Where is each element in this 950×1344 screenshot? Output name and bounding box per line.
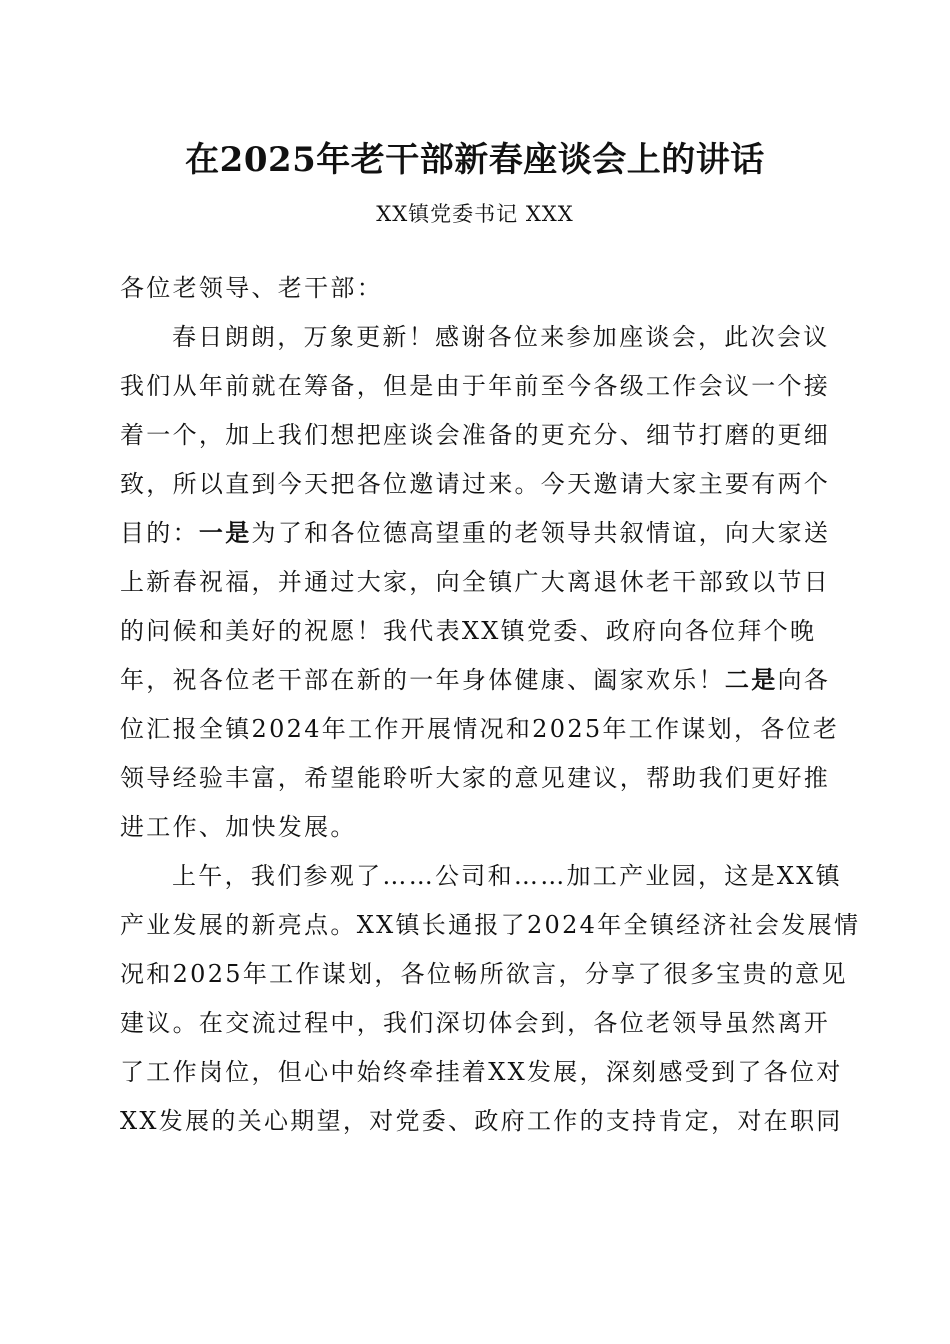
paragraph-line: 上午，我们参观了……公司和……加工产业园，这是XX镇 (172, 862, 842, 890)
paragraph-2 (120, 852, 861, 1146)
paragraph-line: 进工作、加快发展。 (120, 813, 357, 841)
paragraph-1 (120, 313, 840, 852)
paragraph-line: 上新春祝福，并通过大家，向全镇广大离退休老干部致以节日 (120, 568, 831, 596)
paragraph-line: 况和2025年工作谋划，各位畅所欲言，分享了很多宝贵的意见 (120, 960, 848, 988)
paragraph-line (120, 656, 831, 705)
paragraph-line: 着一个，加上我们想把座谈会准备的更充分、细节打磨的更细 (120, 421, 831, 449)
paragraph-line: 的问候和美好的祝愿！我代表XX镇党委、政府向各位拜个晚 (120, 617, 817, 645)
emphasis-first-point: 一是 (198, 519, 252, 547)
text-run: 向各 (777, 666, 831, 694)
document-title: 在2025年老干部新春座谈会上的讲话 (185, 140, 765, 180)
salutation: 各位老领导、老干部： (120, 274, 383, 302)
text-run: 为了和各位德高望重的老领导共叙情谊，向大家送 (251, 519, 831, 547)
document-author: XX镇党委书记 XXX (376, 202, 574, 226)
paragraph-line: XX发展的关心期望，对党委、政府工作的支持肯定，对在职同 (120, 1107, 843, 1135)
emphasis-second-point: 二是 (724, 666, 778, 694)
text-run: 年，祝各位老干部在新的一年身体健康、阖家欢乐！ (120, 666, 725, 694)
paragraph-line: 建议。在交流过程中，我们深切体会到，各位老领导虽然离开 (120, 1009, 831, 1037)
paragraph-line: 产业发展的新亮点。XX镇长通报了2024年全镇经济社会发展情 (120, 911, 861, 939)
paragraph-line: 位汇报全镇2024年工作开展情况和2025年工作谋划，各位老 (120, 715, 840, 743)
document-body (120, 264, 861, 1146)
paragraph-line: 春日朗朗，万象更新！感谢各位来参加座谈会，此次会议 (172, 323, 830, 351)
paragraph-line (120, 509, 831, 558)
paragraph-line: 致，所以直到今天把各位邀请过来。今天邀请大家主要有两个 (120, 470, 831, 498)
text-run: 目的： (120, 519, 199, 547)
paragraph-line: 我们从年前就在筹备，但是由于年前至今各级工作会议一个接 (120, 372, 831, 400)
paragraph-line: 了工作岗位，但心中始终牵挂着XX发展，深刻感受到了各位对 (120, 1058, 843, 1086)
paragraph-line: 领导经验丰富，希望能聆听大家的意见建议，帮助我们更好推 (120, 764, 831, 792)
